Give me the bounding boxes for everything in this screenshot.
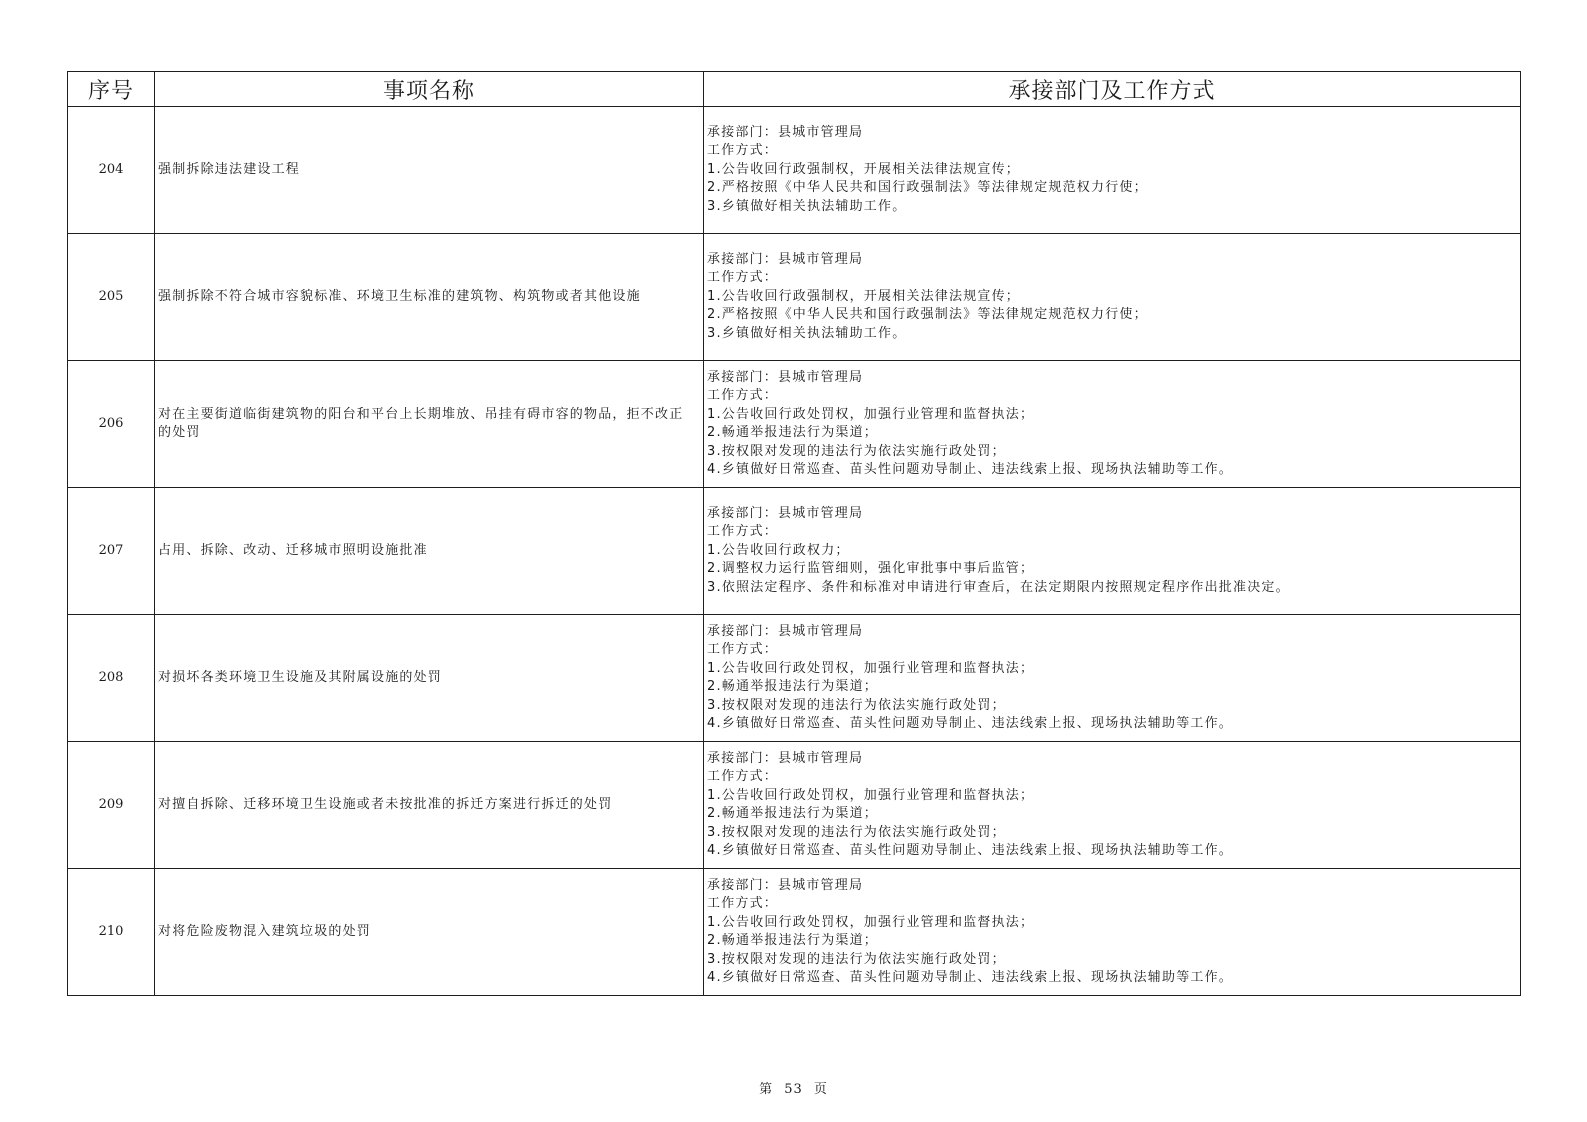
table-row [68,615,1521,742]
method-line: 1.公告收回行政权力； [707,542,850,558]
method-line: 承接部门：县城市管理局 [707,623,864,639]
method-line: 4.乡镇做好日常巡查、苗头性问题劝导制止、违法线索上报、现场执法辅助等工作。 [707,716,1234,731]
row-department-method [704,615,1521,742]
method-line: 1.公告收回行政处罚权，加强行业管理和监督执法； [707,787,1035,803]
method-line: 4.乡镇做好日常巡查、苗头性问题劝导制止、违法线索上报、现场执法辅助等工作。 [707,970,1234,985]
method-line: 2.畅通举报违法行为渠道； [707,933,879,948]
method-line: 工作方式： [707,642,779,657]
method-line: 3.依照法定程序、条件和标准对申请进行审查后，在法定期限内按照规定程序作出批准决定。 [707,579,1290,595]
method-line: 4.乡镇做好日常巡查、苗头性问题劝导制止、违法线索上报、现场执法辅助等工作。 [707,843,1234,858]
row-department-method [704,234,1521,361]
header-serial-number: 序号 [68,72,155,107]
row-department-method [704,869,1521,996]
row-serial-number: 204 [68,107,155,234]
table-row [68,234,1521,361]
page-footer-prefix: 第 [759,1082,774,1097]
row-serial-number: 205 [68,234,155,361]
table-row [68,361,1521,488]
method-line: 2.调整权力运行监管细则，强化审批事中事后监管； [707,561,1035,577]
method-line: 承接部门：县城市管理局 [707,369,864,385]
table-header-row [68,72,1521,107]
row-item-name: 对在主要街道临街建筑物的阳台和平台上长期堆放、吊挂有碍市容的物品，拒不改正的处罚 [155,361,704,488]
table-body [68,107,1521,996]
method-line: 3.按权限对发现的违法行为依法实施行政处罚； [707,824,1006,840]
matters-table [67,71,1521,996]
method-line: 1.公告收回行政强制权，开展相关法律法规宣传； [707,288,1021,304]
table-row [68,107,1521,234]
row-item-name: 对擅自拆除、迁移环境卫生设施或者未按批准的拆迁方案进行拆迁的处罚 [155,742,704,869]
method-line: 工作方式： [707,524,779,540]
method-line: 4.乡镇做好日常巡查、苗头性问题劝导制止、违法线索上报、现场执法辅助等工作。 [707,462,1234,477]
page-number: 53 [784,1082,803,1097]
table-row [68,869,1521,996]
method-line: 承接部门：县城市管理局 [707,877,864,893]
page-footer [0,1078,1587,1097]
method-line: 1.公告收回行政处罚权，加强行业管理和监督执法； [707,660,1035,676]
row-item-name: 对损坏各类环境卫生设施及其附属设施的处罚 [155,615,704,742]
method-line: 2.严格按照《中华人民共和国行政强制法》等法律规定规范权力行使； [707,180,1148,196]
method-line: 3.按权限对发现的违法行为依法实施行政处罚； [707,951,1006,967]
header-item-name: 事项名称 [155,72,704,107]
method-line: 承接部门：县城市管理局 [707,505,864,521]
method-line: 1.公告收回行政处罚权，加强行业管理和监督执法； [707,406,1035,422]
method-line: 3.按权限对发现的违法行为依法实施行政处罚； [707,443,1006,459]
row-serial-number: 207 [68,488,155,615]
method-line: 工作方式： [707,270,779,286]
table-row [68,488,1521,615]
row-department-method [704,361,1521,488]
method-line: 2.畅通举报违法行为渠道； [707,679,879,694]
method-line: 工作方式： [707,769,779,784]
method-line: 1.公告收回行政强制权，开展相关法律法规宣传； [707,161,1021,177]
row-department-method [704,107,1521,234]
row-item-name: 强制拆除不符合城市容貌标准、环境卫生标准的建筑物、构筑物或者其他设施 [155,234,704,361]
table-row [68,742,1521,869]
row-serial-number: 210 [68,869,155,996]
row-item-name: 占用、拆除、改动、迁移城市照明设施批准 [155,488,704,615]
row-item-name: 强制拆除违法建设工程 [155,107,704,234]
page-footer-suffix: 页 [813,1082,828,1097]
method-line: 承接部门：县城市管理局 [707,750,864,766]
method-line: 2.严格按照《中华人民共和国行政强制法》等法律规定规范权力行使； [707,307,1148,323]
method-line: 2.畅通举报违法行为渠道； [707,806,879,821]
header-department-method: 承接部门及工作方式 [704,72,1521,107]
method-line: 工作方式： [707,896,779,911]
method-line: 承接部门：县城市管理局 [707,251,864,267]
method-line: 工作方式： [707,143,779,159]
method-line: 承接部门：县城市管理局 [707,124,864,140]
row-serial-number: 208 [68,615,155,742]
row-serial-number: 209 [68,742,155,869]
method-line: 3.乡镇做好相关执法辅助工作。 [707,325,907,341]
method-line: 3.乡镇做好相关执法辅助工作。 [707,198,907,214]
row-serial-number: 206 [68,361,155,488]
method-line: 1.公告收回行政处罚权，加强行业管理和监督执法； [707,914,1035,930]
row-item-name: 对将危险废物混入建筑垃圾的处罚 [155,869,704,996]
row-department-method [704,742,1521,869]
method-line: 2.畅通举报违法行为渠道； [707,425,879,440]
method-line: 3.按权限对发现的违法行为依法实施行政处罚； [707,697,1006,713]
method-line: 工作方式： [707,388,779,403]
row-department-method [704,488,1521,615]
